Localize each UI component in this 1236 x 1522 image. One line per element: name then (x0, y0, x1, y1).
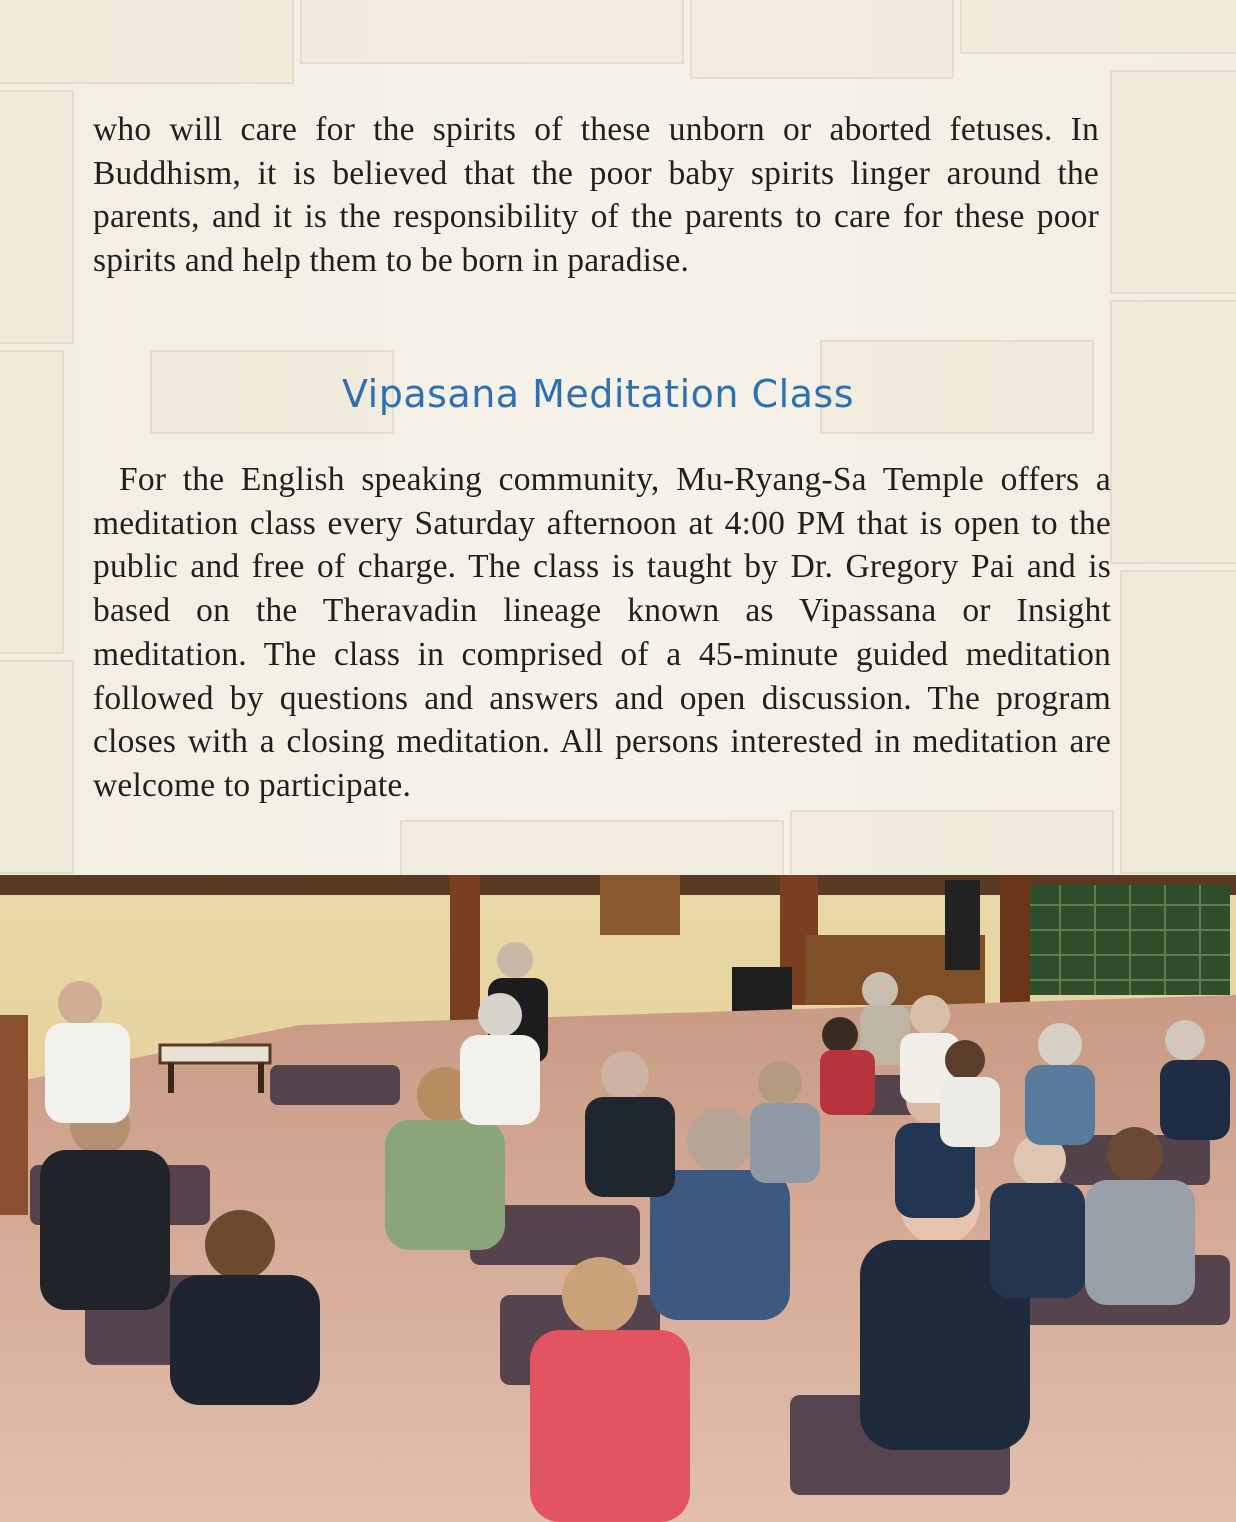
body-paragraph-top: who will care for the spirits of these unborn or aborted fetuses. In Buddhism, it is believed that the poor baby spirits linger around the parents, and it is the responsibility of the parents to care for these poor spirits and help them to be born in paradise. (93, 111, 1099, 280)
meditation-class-photo (0, 875, 1236, 1522)
section-heading: Vipasana Meditation Class (341, 372, 855, 416)
body-paragraph-main: For the English speaking community, Mu-Ryang-Sa Temple offers a meditation class every Saturday afternoon at 4:00 PM that is open to the public and free of charge. The class is taught by Dr. Gregory Pai and is based on the Theravadin lineage known as Vipassana or Insight meditation. The class in comprised of a 45-minute guided meditation followed by questions and answers and open discussion. The program closes with a closing meditation. All persons interested in meditation are welcome to participate. (93, 461, 1111, 804)
